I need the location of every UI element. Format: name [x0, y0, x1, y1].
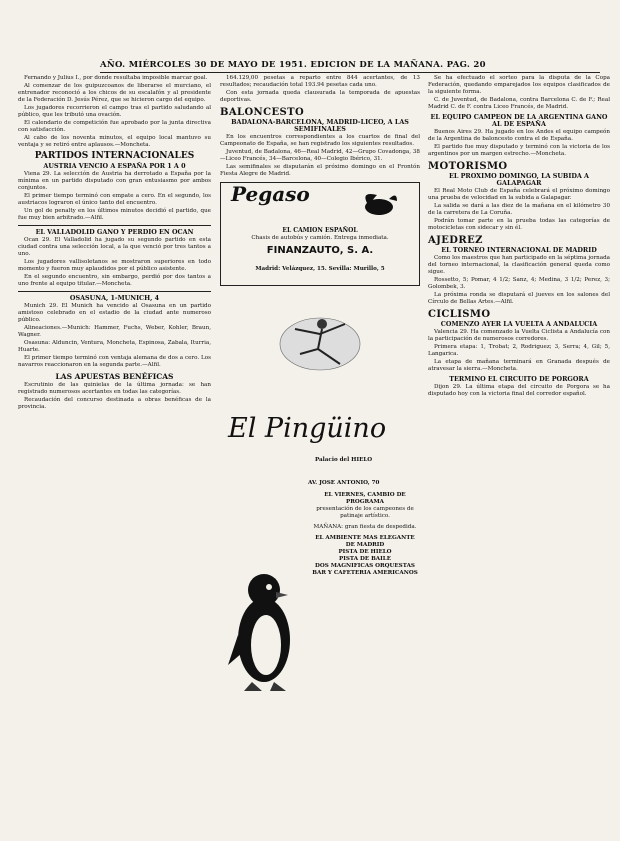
pinguino-advertisement [220, 290, 420, 710]
paragraph: Juventud, de Badalona, 46—Real Madrid, 42—Grupo Covadonga, 38—Liceo Francés, 34—Barcelona, 40—Colegio Ibérico, 31. [220, 149, 420, 162]
ad-company: FINANZAUTO, S. A. [266, 245, 374, 256]
paragraph: Munich 29. El Munich ha vencido al Osasuna en un partido amistoso celebrado en el estadio de la ciudad ante numeroso público. [18, 303, 211, 323]
page-header: AÑO. MIÉRCOLES 30 DE MAYO DE 1951. EDICION DE LA MAÑANA. PAG. 20 [100, 60, 600, 73]
paragraph: La próxima ronda se disputará el jueves en los salones del Círculo de Bellas Artes.—Alfil. [428, 292, 610, 305]
pinguino-program [310, 492, 420, 577]
pegaso-logo: Pegaso [231, 182, 310, 206]
paragraph: Los jugadores vallisoletanos se mostraron superiores en todo momento y fueron muy aplaudidos por el público asistente. [18, 259, 211, 272]
paragraph: El Real Moto Club de España celebrará el próximo domingo una prueba de velocidad en la subida a Galapagar. [428, 188, 610, 201]
article-heading: BADALONA-BARCELONA, MADRID-LICEO, A LAS SEMIFINALES [231, 118, 409, 133]
paragraph: El calendario de competición fue aprobado por la junta directiva con satisfacción. [18, 120, 211, 133]
article-heading: AUSTRIA VENCIO A ESPAÑA POR 1 A 0 [43, 162, 186, 170]
section-title: CICLISMO [428, 309, 491, 320]
article-heading: TERMINO EL CIRCUITO DE PORGORA [449, 375, 589, 383]
paragraph: Al comenzar de los guipuzcoanos de liberarse el murciano, el entrenador reconoció a los chicos de su escalafón y al presidente de la Federación D. Jesús Pérez, que se hicieron cargo del equipo. [18, 83, 211, 103]
paragraph: Buenos Aires 29. Ha jugado en los Andes el equipo campeón de la Argentina de baloncesto contra el de España. [428, 129, 610, 142]
paragraph: En el segundo encuentro, sin embargo, perdió por dos tantos a uno frente al equipo titular.—Moncheta. [18, 274, 211, 287]
section-title: MOTORISMO [428, 161, 508, 172]
penguin-illustration [224, 545, 304, 695]
section-title: BALONCESTO [220, 107, 305, 118]
paragraph: Recaudación del concurso destinada a obras benéficas de la provincia. [18, 397, 211, 410]
paragraph: Los jugadores recorrieron el campo tras el partido saludando al público, que les tributó una ovación. [18, 105, 211, 118]
winged-horse-icon [359, 189, 399, 217]
paragraph: C. de Juventud, de Badalona, contra Barcelona C. de F.; Real Madrid C. de F. contra Liceo Francés, de Madrid. [428, 97, 610, 110]
program-line: PISTA DE BAILE [339, 556, 391, 562]
paragraph: Dijon 29. La última etapa del circuito de Porgora se ha disputado hoy con la victoria final del corredor español. [428, 384, 610, 397]
pinguino-subtitle: Palacio del HIELO [315, 457, 373, 463]
column-2 [220, 75, 420, 714]
paragraph: Primera etapa: 1, Trobat; 2, Rodriguez; 3, Serra; 4, Gil; 5, Langarica. [428, 344, 610, 357]
program-line: DOS MAGNIFICAS ORQUESTAS [315, 563, 415, 569]
ad-description: Chasis de autobús y camión. Entrega inmediata. [251, 235, 389, 241]
article-heading: OSASUNA, 1-MUNICH, 4 [69, 294, 160, 302]
paragraph: Escrutinio de las quinielas de la última jornada: se han registrado numerosos acertantes en todas las categorías. [18, 382, 211, 395]
pinguino-address: AV. JOSE ANTONIO, 70 [308, 480, 380, 486]
paragraph: Podrán tomar parte en la prueba todas las categorías de motocicletas con sidecar y sin él. [428, 218, 610, 231]
article-heading: EL PROXIMO DOMINGO, LA SUBIDA A GALAPAGAR [448, 172, 590, 187]
paragraph: En los encuentros correspondientes a los cuartos de final del Campeonato de España, se han registrado los siguientes resultados. [220, 134, 420, 147]
pinguino-logo: El Pingüino [228, 413, 387, 444]
article-heading: EL VALLADOLID GANO Y PERDIO EN OCAN [35, 228, 194, 236]
divider [18, 291, 211, 292]
paragraph: Se ha efectuado el sorteo para la disputa de la Copa Federación, quedando emparejados los equipos clasificados de la siguiente forma. [428, 75, 610, 95]
program-line: EL VIERNES, CAMBIO DE PROGRAMA [324, 492, 406, 505]
paragraph: Fernando y Julius I., por donde resultaba imposible marcar goal. [24, 75, 208, 81]
paragraph: 164.129,00 pesetas a reparto entre 844 acertantes, de 13 resultados; recaudación total 193.94 pesetas cada uno. [220, 75, 420, 88]
paragraph: Ocan 29. El Valladolid ha jugado su segundo partido en esta ciudad contra una selección local, a la que venció por tres tantos a uno. [18, 237, 211, 257]
paragraph: Alineaciones.—Munich: Hammer, Fuchs, Weber, Kohler, Braun, Wagner. [18, 325, 211, 338]
program-line: EL AMBIENTE MAS ELEGANTE DE MADRID [315, 535, 415, 548]
article-heading: EL TORNEO INTERNACIONAL DE MADRID [441, 246, 597, 254]
paragraph: Al cabo de los noventa minutos, el equipo local mantuvo su ventaja y se retiró entre aplausos.—Moncheta. [18, 135, 211, 148]
program-line: MAÑANA: gran fiesta de despedida. [313, 524, 417, 530]
column-3 [428, 75, 610, 399]
paragraph: Como los maestros que han participado en la séptima jornada del torneo internacional, la clasificación general queda como sigue. [428, 255, 610, 275]
paragraph: La salida se dará a las diez de la mañana en el kilómetro 30 de la carretera de La Coruña. [428, 203, 610, 216]
figure-skater-illustration [260, 294, 380, 394]
program-line: PISTA DE HIELO [338, 549, 392, 555]
pegaso-advertisement [220, 182, 420, 286]
paragraph: Valencia 29. Ha comenzado la Vuelta Ciclista a Andalucía con la participación de numerosos corredores. [428, 329, 610, 342]
paragraph: Un gol de penalty en los últimos minutos decidió el partido, que fue muy bien arbitrado.—Alfil. [18, 208, 211, 221]
paragraph: Viena 29. La selección de Austria ha derrotado a España por la mínima en un partido disputado con gran entusiasmo por ambos conjuntos. [18, 171, 211, 191]
paragraph: Con esta jornada queda clausurada la temporada de apuestas deportivas. [220, 90, 420, 103]
paragraph: Las semifinales se disputarán el próximo domingo en el Frontón Fiesta Alegre de Madrid. [220, 164, 420, 177]
section-title: AJEDREZ [428, 235, 483, 246]
paragraph: Rossetto, 5; Pomar, 4 1/2; Sanz, 4; Medina, 3 1/2; Perez, 3; Golombek, 3. [428, 277, 610, 290]
paragraph: El primer tiempo terminó con ventaja alemana de dos a cero. Los navarros reaccionaron en la segunda parte.—Alfil. [18, 355, 211, 368]
paragraph: El primer tiempo terminó con empate a cero. En el segundo, los austriacos lograron el único tanto del encuentro. [18, 193, 211, 206]
program-line: presentación de los campeones de patinaje artístico. [316, 506, 414, 519]
article-heading: EL EQUIPO CAMPEON DE LA ARGENTINA GANO AL DE ESPAÑA [430, 113, 608, 128]
article-heading: COMENZO AYER LA VUELTA A ANDALUCIA [440, 320, 598, 328]
ad-tagline: EL CAMION ESPAÑOL [282, 227, 358, 234]
program-line: BAR Y CAFETERIA AMERICANOS [312, 570, 418, 576]
paragraph: Osasuna: Alduncin, Ventura, Moncheta, Espinosa, Zabala, Iturria, Huarte. [18, 340, 211, 353]
section-heading: PARTIDOS INTERNACIONALES [34, 151, 195, 161]
article-heading: LAS APUESTAS BENÉFICAS [55, 372, 174, 381]
paragraph: La etapa de mañana terminará en Granada después de atravesar la sierra.—Moncheta. [428, 359, 610, 372]
column-1 [18, 75, 211, 412]
divider [18, 225, 211, 226]
ad-address: Madrid: Velázquez, 15. Sevilla: Murillo, 5 [255, 266, 385, 272]
paragraph: El partido fue muy disputado y terminó con la victoria de los argentinos por un margen estrecho.—Moncheta. [428, 144, 610, 157]
